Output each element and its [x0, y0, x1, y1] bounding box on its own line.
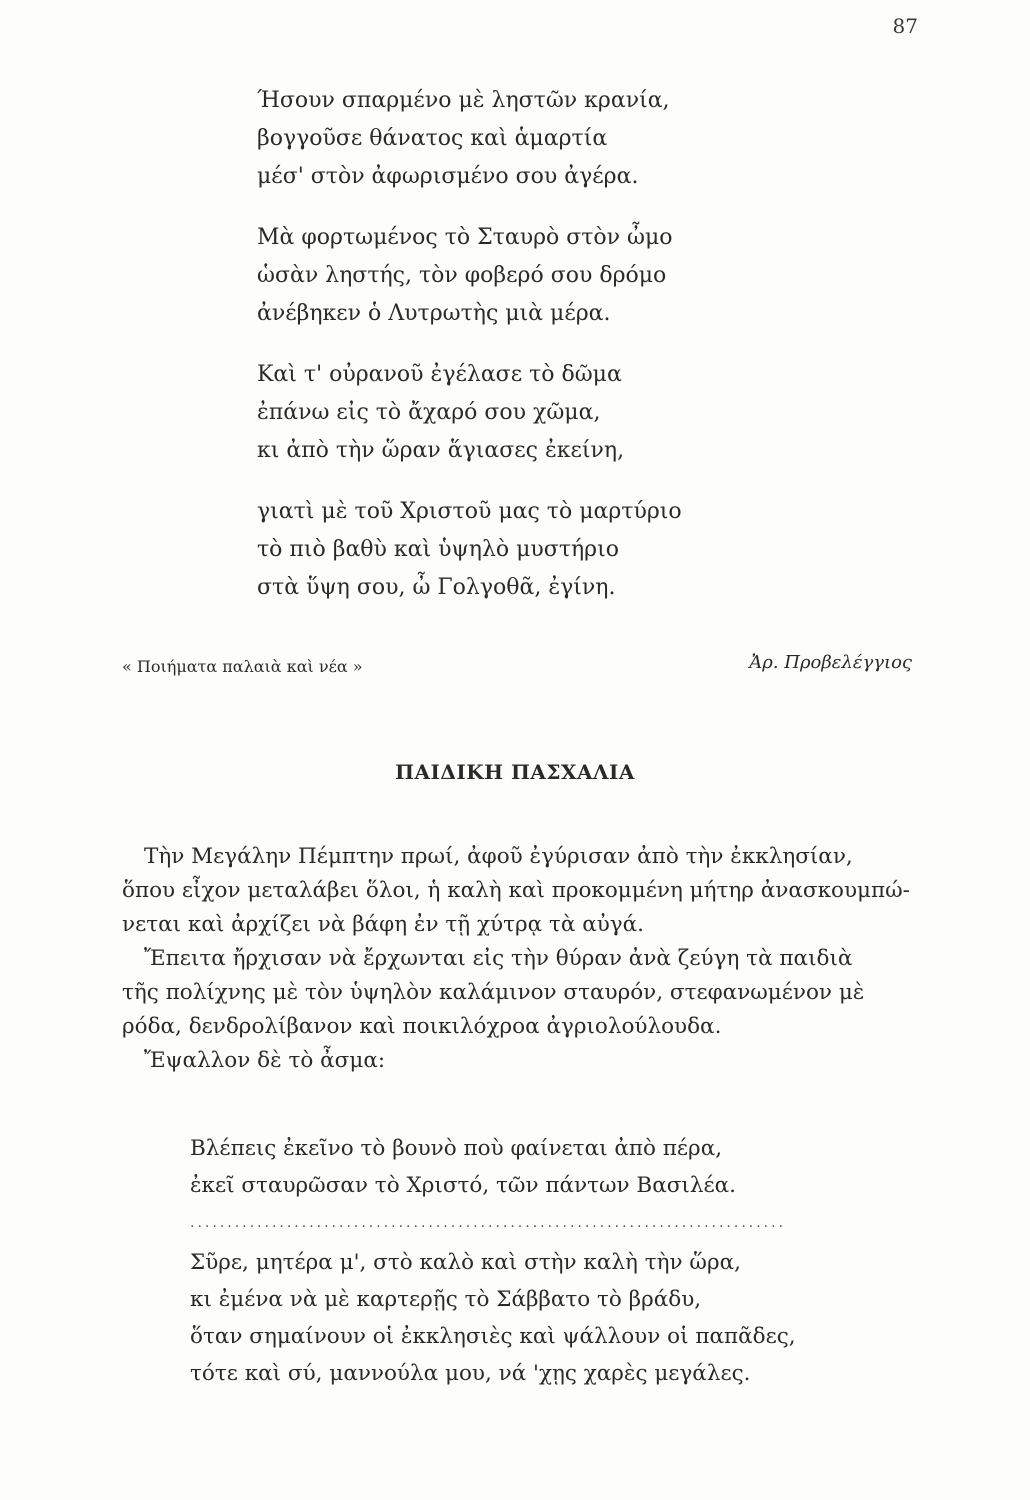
verse-line: τότε καὶ σύ, μαννούλα μου, νά 'χῃς χαρὲς μεγάλες.	[190, 1361, 751, 1386]
prose-line: Ἔψαλλον δὲ τὸ ἆσμα:	[144, 1048, 386, 1073]
prose-line: νεται καὶ ἀρχίζει νὰ βάφη ἐν τῇ χύτρᾳ τὰ αὐγά.	[122, 912, 644, 937]
author-name: Ἀρ. Προβελέγγιος	[749, 652, 912, 673]
stanza	[257, 493, 682, 607]
prose-line: Τὴν Μεγάλην Πέμπτην πρωί, ἀφοῦ ἐγύρισαν ἀπὸ τὴν ἐκκλησίαν,	[144, 844, 853, 869]
prose-line: τῆς πολίχνης μὲ τὸν ὑψηλὸν καλάμινον σταυρόν, στεφανωμένον μὲ	[122, 980, 865, 1005]
poem-line: Ήσουν σπαρμένο μὲ ληστῶν κρανία,	[257, 88, 670, 113]
verse-line: ὅταν σημαίνουν οἱ ἐκκλησιὲς καὶ ψάλλουν οἱ παπᾶδες,	[190, 1324, 796, 1349]
prose-paragraphs	[122, 840, 942, 1078]
section-title: ΠΑΙΔΙΚΗ ΠΑΣΧΑΛΙΑ	[395, 760, 635, 784]
poem-line: μέσ' στὸν ἀφωρισμένο σου ἀγέρα.	[257, 164, 639, 189]
poem-line: ἀνέβηκεν ὁ Λυτρωτὴς μιὰ μέρα.	[257, 301, 611, 326]
poem-line: Καὶ τ' οὐρανοῦ ἐγέλασε τὸ δῶμα	[257, 362, 622, 387]
poem-line: κι ἀπὸ τὴν ὥραν ἅγιασες ἐκείνη,	[257, 438, 625, 463]
verse-line: Βλέπεις ἐκεῖνο τὸ βουνὸ ποὺ φαίνεται ἀπὸ πέρα,	[190, 1136, 723, 1161]
poem-line: τὸ πιὸ βαθὺ καὶ ὑψηλὸ μυστήριο	[257, 537, 619, 562]
verse-line: ἐκεῖ σταυρῶσαν τὸ Χριστό, τῶν πάντων Βασιλέα.	[190, 1173, 736, 1198]
poem-line: ἐπάνω εἰς τὸ ἄχαρό σου χῶμα,	[257, 400, 601, 425]
poem-line: ὡσὰν ληστής, τὸν φοβερό σου δρόμο	[257, 263, 667, 288]
poem-golgotha	[257, 82, 682, 607]
prose-line: ὅπου εἶχον μεταλάβει ὅλοι, ἡ καλὴ καὶ προκομμένη μήτηρ ἀνασκουμπώ-	[122, 878, 910, 903]
stanza	[257, 356, 682, 470]
poem-line: Μὰ φορτωμένος τὸ Σταυρὸ στὸν ὦμο	[257, 225, 673, 250]
prose-line: ρόδα, δενδρολίβανον καὶ ποικιλόχροα ἀγριολούλουδα.	[122, 1014, 722, 1039]
stanza	[257, 82, 682, 196]
poem-line: στὰ ὕψη σου, ὦ Γολγοθᾶ, ἐγίνη.	[257, 575, 616, 600]
verse-line: Σῦρε, μητέρα μ', στὸ καλὸ καὶ στὴν καλὴ τὴν ὥρα,	[190, 1250, 741, 1275]
poem-line: βογγοῦσε θάνατος καὶ ἁμαρτία	[257, 126, 608, 151]
verse-line: κι ἐμένα νὰ μὲ καρτερῇς τὸ Σάββατο τὸ βράδυ,	[190, 1287, 702, 1312]
song-verse	[190, 1130, 796, 1392]
source-title: « Ποιήματα παλαιὰ καὶ νέα »	[122, 657, 363, 676]
stanza	[257, 219, 682, 333]
prose-line: Ἔπειτα ἤρχισαν νὰ ἔρχωνται εἰς τὴν θύραν ἀνὰ ζεύγη τὰ παιδιὰ	[144, 946, 853, 971]
page-number: 87	[892, 14, 918, 38]
ellipsis-divider: ................................................................................	[190, 1215, 787, 1231]
poem-line: γιατὶ μὲ τοῦ Χριστοῦ μας τὸ μαρτύριο	[257, 499, 682, 524]
